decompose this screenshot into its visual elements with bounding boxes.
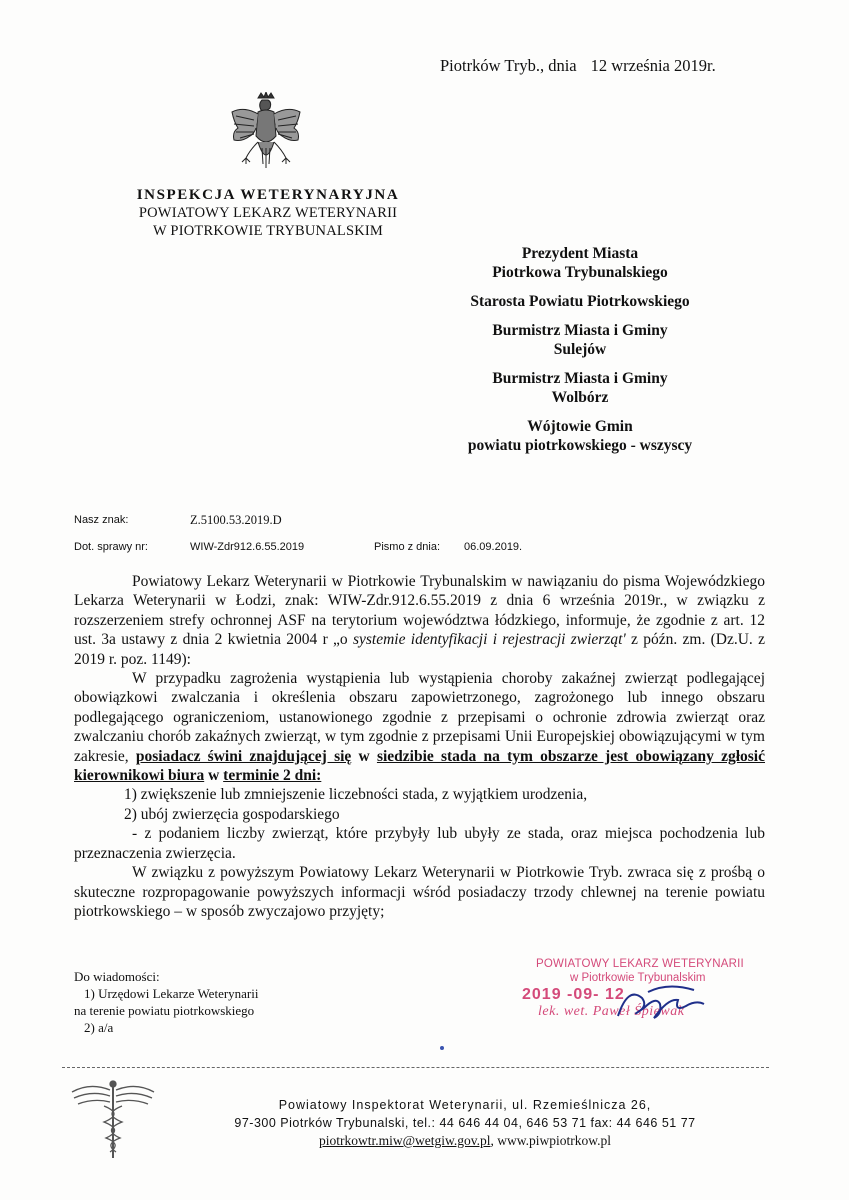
recipient-line: powiatu piotrkowskiego - wszyscy: [467, 437, 693, 454]
stamp-date: 2019 -09- 12: [522, 986, 625, 1003]
footer-separator: [62, 1067, 769, 1068]
p1-text: Powiatowy Lekarz Weterynarii w Piotrkowie Trybunalskim w nawiązaniu do pisma Wojewódzkiego Lekarza Weterynarii w Łodzi, znak: WIW-Zdr.912.6.55.2019 z dnia 6 września 2019r., w związku z rozszerzeniem strefy ochronnej ASF na terytorium województwa łódzkiego, informuje, że zgodnie z art. 12 ust. 3a ustawy z dnia 2 kwietnia 2004 r „o: [74, 573, 765, 649]
case-ref-value: WIW-Zdr912.6.55.2019: [190, 541, 305, 553]
letter-date-value: 06.09.2019.: [464, 541, 523, 553]
p2-word: w: [204, 767, 224, 785]
paragraph-2: [74, 669, 765, 785]
info-item-2: 2) a/a: [84, 1020, 114, 1035]
p1-italic: systemie identyfikacji i rejestracji zwierząt': [352, 631, 626, 649]
email-link[interactable]: piotrkowtr.miw@wetgiw.gov.pl: [318, 1133, 491, 1148]
list-item-2: 2) ubój zwierzęcia gospodarskiego: [124, 805, 340, 823]
institution-name: INSPEKCJA WETERYNARYJNA: [136, 187, 400, 203]
recipient-3: [420, 321, 740, 359]
footer-phones: 97-300 Piotrków Trybunalski, tel.: 44 646 44 04, 646 53 71 fax: 44 646 51 77: [234, 1116, 696, 1130]
list-item-1: 1) zwiększenie lub zmniejszenie liczebności stada, z wyjątkiem urodzenia,: [124, 786, 588, 804]
institution-line-1: POWIATOWY LEKARZ WETERYNARII: [138, 205, 398, 221]
stamp-line-2: w Piotrkowie Trybunalskim: [570, 972, 706, 984]
paragraph-1: [74, 572, 765, 669]
institution-line-2: W PIOTRKOWIE TRYBUNALSKIM: [152, 223, 384, 239]
footer-contact: [160, 1096, 770, 1150]
recipient-2: [420, 292, 740, 311]
our-ref-label: Nasz znak:: [74, 514, 129, 526]
footer-address: Powiatowy Inspektorat Weterynarii, ul. Rzemieślnicza 26,: [278, 1098, 652, 1112]
ink-dot: [440, 1046, 444, 1050]
place-date: [440, 56, 716, 76]
p2-text: W przypadku zagrożenia wystąpienia lub wystąpienia choroby zakaźnej zwierząt podlegającej obowiązkowi zwalczania i określenia obszaru zapowietrzonego, zagrożonego lub innego obszaru podlegającego ograniczeniom, ustanowionego zgodnie z przepisami o ochronie zdrowia zwierząt oraz zwalczaniu chorób zakaźnych zwierząt, w tym zgodnie z przepisami Unii Europejskiej obowiązującymi w tym zakresie,: [74, 670, 765, 765]
p2-underline-1: posiadacz świni znajdującej się: [135, 747, 352, 765]
our-ref-value: Z.5100.53.2019.D: [190, 513, 282, 527]
recipient-line: Starosta Powiatu Piotrkowskiego: [470, 293, 690, 310]
p2-underline-3: terminie 2 dni:: [223, 767, 322, 785]
recipient-1: [420, 244, 740, 282]
list-note: - z podaniem liczby zwierząt, które przybyły lub ubyły ze stada, oraz miejsca pochodzenia lub przeznaczenia zwierzęcia.: [74, 825, 765, 862]
institution-header: [110, 186, 426, 240]
caduceus-logo-icon: [66, 1078, 160, 1160]
info-item-1: 1) Urzędowi Lekarze Weterynarii: [84, 986, 259, 1001]
recipient-line: Prezydent Miasta: [521, 245, 639, 262]
letter-date: 12 września 2019r.: [590, 56, 716, 75]
p2-underline-2: siedzibie stada na tym obszarze jest obowiązany zgłosić kierownikowi biura: [74, 747, 765, 785]
recipient-line: Burmistrz Miasta i Gminy: [492, 322, 668, 339]
official-stamp: [508, 948, 758, 1038]
recipient-line: Burmistrz Miasta i Gminy: [492, 370, 668, 387]
recipient-line: Piotrkowa Trybunalskiego: [492, 264, 668, 281]
letter-date-label: Pismo z dnia:: [374, 541, 441, 553]
stamp-name: lek. wet. Paweł Śpiewak: [538, 1004, 685, 1019]
recipient-5: [420, 417, 740, 455]
signature-icon: [608, 978, 718, 1028]
recipient-line: Wolbórz: [551, 389, 609, 406]
letter-body: [74, 572, 765, 921]
footer-web: [160, 1132, 770, 1150]
for-information-block: [74, 968, 258, 1036]
case-ref-label: Dot. sprawy nr:: [74, 541, 148, 553]
recipients-block: [420, 244, 740, 465]
p1-text-end: z późn. zm. (Dz.U. z 2019 r. poz. 1149):: [74, 631, 765, 668]
eagle-emblem-icon: [228, 92, 304, 186]
recipient-4: [420, 369, 740, 407]
place-label: Piotrków Tryb., dnia: [440, 56, 577, 75]
info-item-1b: na terenie powiatu piotrkowskiego: [74, 1003, 255, 1018]
recipient-line: Sulejów: [553, 341, 607, 358]
info-title: Do wiadomości:: [74, 969, 160, 984]
recipient-line: Wójtowie Gmin: [527, 418, 633, 435]
stamp-line-1: POWIATOWY LEKARZ WETERYNARII: [536, 958, 744, 970]
p2-word: w: [351, 747, 377, 765]
website-link[interactable]: , www.piwpiotrkow.pl: [490, 1133, 612, 1148]
paragraph-3: W związku z powyższym Powiatowy Lekarz Weterynarii w Piotrkowie Tryb. zwraca się z prośbą o skuteczne rozpropagowanie powyższych informacji wśród posiadaczy trzody chlewnej na terenie powiatu piotrkowskiego – w sposób zwyczajowo przyjęty;: [74, 864, 765, 920]
